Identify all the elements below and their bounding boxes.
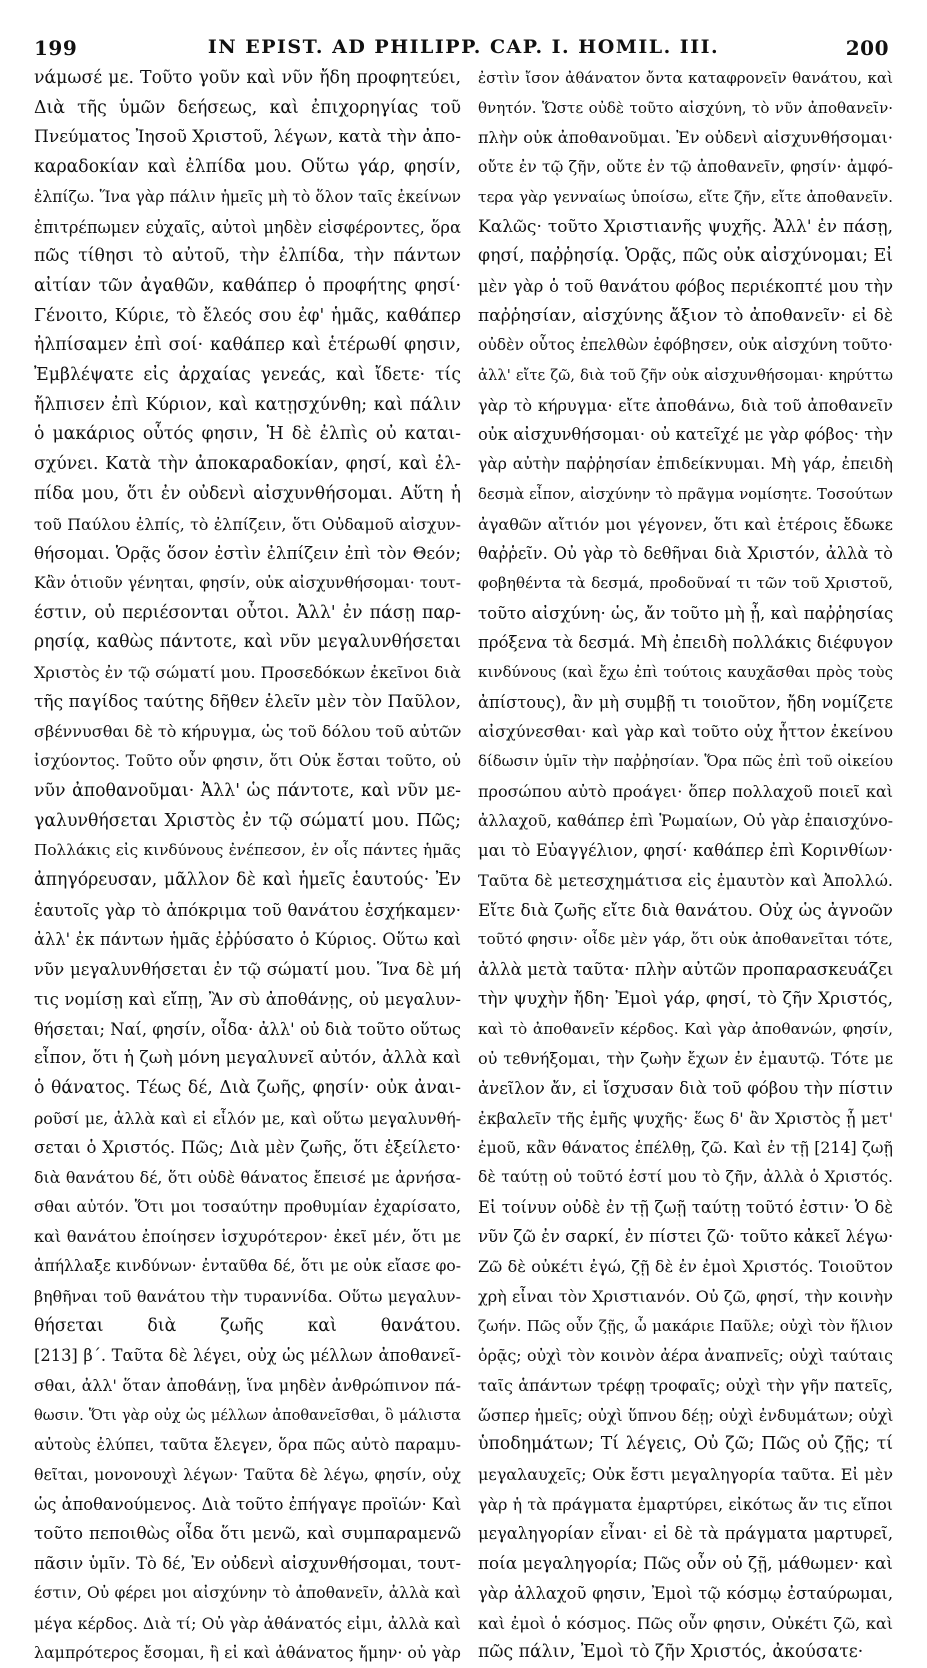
text-line: ἀλλαχοῦ, καθάπερ ἐπὶ Ῥωμαίων, Οὐ γὰρ ἐπαισχύνο- xyxy=(478,811,893,830)
text-line: ἑαυτοῖς γὰρ τὸ ἀπόκριμα τοῦ θανάτου ἐσχήκαμεν· xyxy=(34,900,461,920)
text-line: τῆς παγίδος ταύτης δῆθεν ἑλεῖν μὲν τὸν Παῦλον, xyxy=(34,691,461,712)
text-line: ρησίᾳ, καθὼς πάντοτε, καὶ νῦν μεγαλυνθήσεται xyxy=(34,632,461,653)
text-line: παῤῥησίαν, αἰσχύνης ἄξιον τὸ ἀποθανεῖν· εἰ δὲ xyxy=(478,305,893,326)
text-line: γὰρ αὐτὴν παῤῥησίαν ἐπιδείκνυμαι. Μὴ γάρ, ἐπειδὴ xyxy=(478,455,893,474)
text-line: ταῖς ἁπάντων τρέφῃ τροφαῖς; οὐχὶ τὴν γῆν πατεῖς, xyxy=(478,1375,893,1395)
text-line: τις νομίσῃ καὶ εἴπῃ, Ἂν σὺ ἀποθάνῃς, οὐ μεγαλυν- xyxy=(34,989,461,1009)
text-line: ὁρᾷς; οὐχὶ τὸν κοινὸν ἀέρα ἀναπνεῖς; οὐχὶ ταύταις xyxy=(478,1346,893,1366)
text-line: ὥσπερ ἡμεῖς; οὐχὶ ὕπνου δέῃ; οὐχὶ ἐνδυμάτων; οὐχὶ xyxy=(478,1405,894,1425)
page-number-right: 200 xyxy=(845,36,889,60)
text-line: Γένοιτο, Κύριε, τὸ ἔλεός σου ἐφ' ἡμᾶς, καθάπερ xyxy=(34,305,461,326)
text-line: ἐκβαλεῖν τῆς ἐμῆς ψυχῆς· ἕως δ' ἂν Χριστὸς ᾖ μετ' xyxy=(478,1108,893,1128)
text-line: γὰρ ἀλλαχοῦ φησιν, Ἐμοὶ τῷ κόσμῳ ἐσταύρωμαι, xyxy=(478,1583,893,1603)
text-line: [213] β΄. Ταῦτα δὲ λέγει, οὐχ ὡς μέλλων ἀποθανεῖ- xyxy=(34,1346,461,1366)
text-line: θήσεται; Ναί, φησίν, οἶδα· ἀλλ' οὐ διὰ τοῦτο οὕτως xyxy=(34,1019,461,1039)
text-line: οὐδὲν οὗτος ἐπελθὼν ἐφόβησεν, οὐκ αἰσχύνη τοῦτο· xyxy=(478,336,893,355)
text-line: κινδύνους (καὶ ἔχω ἐπὶ τούτοις καυχᾶσθαι πρὸς τοὺς xyxy=(478,663,893,682)
text-line: Χριστὸς ἐν τῷ σώματί μου. Προσεδόκων ἐκεῖνοι διὰ xyxy=(34,663,461,683)
text-line: ροῦσί με, ἀλλὰ καὶ εἰ εἷλόν με, καὶ οὕτω μεγαλυνθή- xyxy=(34,1108,461,1128)
text-line: χρὴ εἶναι τὸν Χριστιανόν. Οὐ ζῶ, φησί, τὴν κοινὴν xyxy=(478,1286,893,1306)
text-line: αὐτοὺς ἐλύπει, ταῦτα ἔλεγεν, ὅρα πῶς αὐτὸ παραμυ- xyxy=(34,1435,461,1455)
text-line: σθαι, ἀλλ' ὅταν ἀποθάνῃ, ἵνα μηδὲν ἀνθρώπινον πά- xyxy=(34,1375,461,1395)
text-line: προσώπου αὐτὸ προάγει· ὅπερ πολλαχοῦ ποιεῖ καὶ xyxy=(478,781,893,801)
text-line: τοῦτό φησιν· οἶδε μὲν γάρ, ὅτι οὐκ ἀποθανεῖται τότε, xyxy=(478,930,893,949)
right-text-column xyxy=(478,64,893,1668)
text-line: εἶπον, ὅτι ἡ ζωὴ μόνη μεγαλυνεῖ αὐτόν, ἀλλὰ καὶ xyxy=(34,1048,462,1069)
text-line: ἀπηγόρευσαν, μᾶλλον δὲ καὶ ἡμεῖς ἑαυτούς· Ἐν xyxy=(34,869,461,890)
text-line: ὁ μακάριος οὗτός φησιν, Ἡ δὲ ἐλπὶς οὐ καται- xyxy=(34,424,461,445)
text-line: σεται ὁ Χριστός. Πῶς; Διὰ μὲν ζωῆς, ὅτι ἐξείλετο· xyxy=(34,1138,461,1158)
text-line: ἀλλ' εἴτε ζῶ, διὰ τοῦ ζῆν οὐκ αἰσχυνθήσομαι· κηρύττω xyxy=(478,367,893,385)
text-line: ἐμοῦ, κἂν θάνατος ἐπέλθῃ, ζῶ. Καὶ ἐν τῇ [214] ζωῇ xyxy=(478,1138,893,1158)
text-line: ἀγαθῶν αἴτιόν μοι γέγονεν, ὅτι καὶ ἑτέροις ἔδωκε xyxy=(478,514,893,534)
text-line: πλὴν οὐκ ἀποθανοῦμαι. Ἐν οὐδενὶ αἰσχυνθήσομαι· xyxy=(478,128,893,148)
text-line: καὶ ἐμοὶ ὁ κόσμος. Πῶς οὖν φησιν, Οὐκέτι ζῶ, καὶ xyxy=(478,1613,893,1633)
text-line: νάμωσέ με. Τοῦτο γοῦν καὶ νῦν ἤδη προφητεύει, xyxy=(34,68,461,88)
text-line: Πολλάκις εἰς κινδύνους ἐνέπεσον, ἐν οἷς πάντες ἡμᾶς xyxy=(34,841,461,860)
text-line: ὡς ἀποθανούμενος. Διὰ τοῦτο ἐπήγαγε προϊών· Καὶ xyxy=(34,1494,462,1514)
text-line: Ἐμβλέψατε εἰς ἀρχαίας γενεάς, καὶ ἴδετε· τίς xyxy=(34,365,461,386)
text-line: Εἰ τοίνυν οὐδὲ ἐν τῇ ζωῇ ταύτῃ τοῦτό ἐστιν· Ὁ δὲ xyxy=(478,1197,893,1217)
text-line: τοῦτο πεποιθὼς οἶδα ὅτι μενῶ, καὶ συμπαραμενῶ xyxy=(34,1523,461,1544)
text-line: μαι τὸ Εὐαγγέλιον, φησί· καθάπερ ἐπὶ Κορινθίων· xyxy=(478,841,893,861)
text-line: οὐκ αἰσχυνθήσομαι· οὐ κατεῖχέ με γὰρ φόβος· τὴν xyxy=(478,425,893,445)
text-line: πῶς τίθησι τὸ αὐτοῦ, τὴν ἐλπίδα, τὴν πάντων xyxy=(34,246,461,267)
text-line: Διὰ τῆς ὑμῶν δεήσεως, καὶ ἐπιχορηγίας τοῦ xyxy=(34,97,461,118)
text-line: καὶ τὸ ἀποθανεῖν κέρδος. Καὶ γὰρ ἀποθανών, φησίν, xyxy=(478,1019,893,1038)
text-line: Ταῦτα δὲ μετεσχημάτισα εἰς ἐμαυτὸν καὶ Ἀπολλώ. xyxy=(478,870,893,890)
text-line: Πνεύματος Ἰησοῦ Χριστοῦ, λέγων, κατὰ τὴν ἀπο- xyxy=(34,127,462,148)
text-line: μεγαληγορίαν εἶναι· εἰ δὲ τὰ πράγματα μαρτυρεῖ, xyxy=(478,1524,893,1544)
text-line: ποία μεγαληγορία; Πῶς οὖν οὐ ζῇ, μάθωμεν· καὶ xyxy=(478,1553,893,1574)
text-line: μὲν γὰρ ὁ τοῦ θανάτου φόβος περιέκοπτέ μου τὴν xyxy=(478,276,893,296)
text-line: Εἴτε διὰ ζωῆς εἴτε διὰ θανάτου. Οὐχ ὡς ἀγνοῶν xyxy=(478,899,893,920)
text-line: ὑποδημάτων; Τί λέγεις, Οὐ ζῶ; Πῶς οὐ ζῇς; τί xyxy=(478,1434,893,1455)
text-line: ἀνεῖλον ἄν, εἰ ἴσχυσαν διὰ τοῦ φόβου τὴν πίστιν xyxy=(478,1078,893,1098)
text-line: σβέννυσθαι δὲ τὸ κήρυγμα, ὡς τοῦ δόλου τοῦ αὐτῶν xyxy=(34,722,462,742)
text-line: θαῤῥεῖν. Οὐ γὰρ τὸ δεθῆναι διὰ Χριστόν, ἀλλὰ τὸ xyxy=(478,544,893,564)
text-line: μέγα κέρδος. Διὰ τί; Οὐ γὰρ ἀθάνατός εἰμι, ἀλλὰ καὶ xyxy=(34,1613,461,1633)
text-line: οὐ τεθνήξομαι, τὴν ζωὴν ἔχων ἐν ἐμαυτῷ. Τότε με xyxy=(478,1049,893,1069)
text-line: μεγαλαυχεῖς; Οὐκ ἔστι μεγαληγορία ταῦτα. Εἰ μὲν xyxy=(478,1465,893,1485)
text-line: ζωήν. Πῶς οὖν ζῇς, ὦ μακάριε Παῦλε; οὐχὶ τὸν ἥλιον xyxy=(478,1316,893,1335)
text-line: θήσομαι. Ὁρᾷς ὅσον ἐστὶν ἐλπίζειν ἐπὶ τὸν Θεόν; xyxy=(34,543,461,564)
text-line: έστιν, οὐ περιέσονται οὗτοι. Ἀλλ' ἐν πάσῃ παρ- xyxy=(34,602,461,623)
text-line: τοῦτο αἰσχύνη· ὡς, ἄν τοῦτο μὴ ᾖ, καὶ παῤῥησίας xyxy=(478,603,894,623)
text-line: νῦν μεγαλυνθήσεται ἐν τῷ σώματί μου. Ἵνα δὲ μή xyxy=(34,960,461,980)
text-line: Κἂν ὁτιοῦν γένηται, φησίν, οὐκ αἰσχυνθήσομαι· τουτ- xyxy=(34,573,461,592)
text-line: Καλῶς· τοῦτο Χριστιανῆς ψυχῆς. Ἀλλ' ἐν πάσῃ, xyxy=(478,216,893,237)
text-line: σθαι αὐτόν. Ὅτι μοι τοσαύτην προθυμίαν ἐχαρίσατο, xyxy=(34,1197,461,1216)
text-line: θεῖται, μονονουχὶ λέγων· Ταῦτα δὲ λέγω, φησίν, οὐχ xyxy=(34,1465,461,1485)
text-line: νῦν ἀποθανοῦμαι· Ἀλλ' ὡς πάντοτε, καὶ νῦν με- xyxy=(34,780,461,801)
text-line: λαμπρότερος ἔσομαι, ἢ εἰ καὶ ἀθάνατος ἤμην· οὐ γὰρ xyxy=(34,1643,461,1663)
text-line: διὰ θανάτου δέ, ὅτι οὐδὲ θάνατος ἔπεισέ με ἀρνήσα- xyxy=(34,1168,461,1188)
text-line: καραδοκίαν καὶ ἐλπίδα μου. Οὕτω γάρ, φησίν, xyxy=(34,157,461,178)
left-text-column xyxy=(34,64,461,1668)
text-line: τοῦ Παύλου ἐλπίς, τὸ ἐλπίζειν, ὅτι Οὐδαμοῦ αἰσχυν- xyxy=(34,514,461,534)
text-line: γὰρ ἡ τὰ πράγματα ἐμαρτύρει, εἰκότως ἄν τις εἴποι xyxy=(478,1494,893,1514)
text-line: τερα γὰρ γενναίως ὑποίσω, εἴτε ζῆν, εἴτε ἀποθανεῖν. xyxy=(478,187,893,206)
text-line: Ζῶ δὲ οὐκέτι ἐγώ, ζῇ δὲ ἐν ἐμοὶ Χριστός. Τοιοῦτον xyxy=(478,1257,893,1277)
text-line: πρόξενα τὰ δεσμά. Μὴ ἐπειδὴ πολλάκις διέφυγον xyxy=(478,633,894,653)
text-line: οὔτε ἐν τῷ ζῆν, οὔτε ἐν τῷ ἀποθανεῖν, φησίν· ἀμφό- xyxy=(478,158,893,177)
text-line: δίδωσιν ὑμῖν τὴν παῤῥησίαν. Ὅρα πῶς ἐπὶ τοῦ οἰκείου xyxy=(478,753,893,771)
text-line: τὴν ψυχὴν ἤδη· Ἐμοὶ γάρ, φησί, τὸ ζῆν Χριστός, xyxy=(478,988,893,1009)
text-line: νῦν ζῶ ἐν σαρκί, ἐν πίστει ζῶ· τοῦτο κἀκεῖ λέγω· xyxy=(478,1227,894,1247)
text-line: πᾶσιν ὑμῖν. Τὸ δέ, Ἐν οὐδενὶ αἰσχυνθήσομαι, τουτ- xyxy=(34,1554,461,1574)
text-line: θήσεται διὰ ζωῆς καὶ θανάτου. xyxy=(34,1315,461,1336)
text-line: σχύνει. Κατὰ τὴν ἀποκαραδοκίαν, φησί, καὶ ἐλ- xyxy=(34,454,461,475)
text-line: αἰτίαν τῶν ἀγαθῶν, καθάπερ ὁ προφήτης φησί· xyxy=(34,275,461,296)
text-line: έστιν, Οὐ φέρει μοι αἰσχύνην τὸ ἀποθανεῖν, ἀλλὰ καὶ xyxy=(34,1583,461,1602)
text-line: καὶ θανάτου ἐποίησεν ἰσχυρότερον· ἐκεῖ μέν, ὅτι με xyxy=(34,1227,461,1247)
text-line: ὁ θάνατος. Τέως δέ, Διὰ ζωῆς, φησίν· οὐκ ἀναι- xyxy=(34,1077,461,1098)
text-line: ἀπίστους), ἂν μὴ συμβῇ τι τοιοῦτον, ἤδη νομίζετε xyxy=(478,692,893,712)
text-line: ἀλλὰ μετὰ ταῦτα· πλὴν αὐτῶν προπαρασκευάζει xyxy=(478,959,894,980)
text-line: γαλυνθήσεται Χριστὸς ἐν τῷ σώματί μου. Πῶς; xyxy=(34,810,461,831)
text-line: δὲ ταύτῃ οὐ τοῦτό ἐστί μου τὸ ζῆν, ἀλλὰ ὁ Χριστός. xyxy=(478,1168,893,1187)
text-line: ἀλλ' ἐκ πάντων ἡμᾶς ἐῤῥύσατο ὁ Κύριος. Οὕτω καὶ xyxy=(34,930,461,950)
text-line: ἤλπισεν ἐπὶ Κύριον, καὶ κατῃσχύνθη; καὶ πάλιν xyxy=(34,394,461,415)
text-line: ἰσχύοντος. Τοῦτο οὖν φησιν, ὅτι Οὐκ ἔσται τοῦτο, οὐ xyxy=(34,752,461,771)
page-number-left: 199 xyxy=(34,36,78,60)
text-line: πίδα μου, ὅτι ἐν οὐδενὶ αἰσχυνθήσομαι. Αὕτη ἡ xyxy=(34,483,461,504)
text-line: φοβηθέντα τὰ δεσμά, προδοῦναί τι τῶν τοῦ Χριστοῦ, xyxy=(478,573,893,592)
text-line: πῶς πάλιν, Ἐμοὶ τὸ ζῆν Χριστός, ἀκούσατε· xyxy=(478,1642,864,1663)
text-line: αἰσχύνεσθαι· καὶ γὰρ καὶ τοῦτο οὐχ ἧττον ἐκείνου xyxy=(478,722,893,742)
text-line: ἐστὶν ἴσον ἀθάνατον ὄντα καταφρονεῖν θανάτου, καὶ xyxy=(478,69,893,87)
text-line: θνητόν. Ὥστε οὐδὲ τοῦτο αἰσχύνη, τὸ νῦν ἀποθανεῖν· xyxy=(478,98,893,117)
text-line: δεσμὰ εἶπον, αἰσχύνην τὸ πρᾶγμα νομίσητε. Τοσούτων xyxy=(478,485,893,503)
text-line: ἠλπίσαμεν ἐπὶ σοί· καθάπερ καὶ ἑτέρωθί φησιν, xyxy=(34,335,461,356)
text-line: βηθῆναι τοῦ θανάτου τὴν τυραννίδα. Οὕτω μεγαλυν- xyxy=(34,1286,461,1306)
text-line: θωσιν. Ὅτι γὰρ οὐχ ὡς μέλλων ἀποθανεῖσθαι, ὃ μάλιστα xyxy=(34,1406,461,1424)
text-line: ἐπιτρέπωμεν εὐχαῖς, αὐτοὶ μηδὲν εἰσφέροντες, ὅρα xyxy=(34,217,461,237)
text-line: ἐλπίζω. Ἵνα γὰρ πάλιν ἡμεῖς μὴ τὸ ὅλον ταῖς ἐκείνων xyxy=(34,187,461,206)
text-line: φησί, παῤῥησίᾳ. Ὁρᾷς, πῶς οὐκ αἰσχύνομαι; Εἰ xyxy=(478,246,893,267)
running-title: IN EPIST. AD PHILIPP. CAP. I. HOMIL. III. xyxy=(207,36,720,58)
text-line: γὰρ τὸ κήρυγμα· εἴτε ἀποθάνω, διὰ τοῦ ἀποθανεῖν xyxy=(478,395,893,415)
text-line: ἀπήλλαξε κινδύνων· ἐνταῦθα δέ, ὅτι με οὐκ εἴασε φο- xyxy=(34,1257,461,1276)
